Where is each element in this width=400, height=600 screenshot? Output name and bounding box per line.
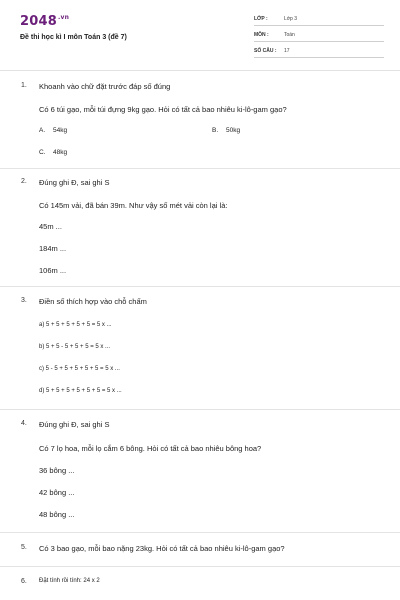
option-label: C.: [39, 149, 46, 156]
meta-key: MÔN :: [254, 32, 269, 38]
meta-value: Toán: [284, 32, 295, 38]
question-divider: [0, 532, 400, 533]
question-number: 1.: [21, 82, 27, 89]
question-divider: [0, 566, 400, 567]
fill-line[interactable]: d) 5 + 5 + 5 + 5 + 5 + 5 = 5 x ...: [39, 388, 122, 394]
answer-line[interactable]: 48 bông ...: [39, 510, 75, 519]
question-divider: [0, 286, 400, 287]
question-text: Có 145m vải, đã bán 39m. Như vậy số mét vải còn lại là:: [39, 201, 228, 210]
meta-value: Lớp 3: [284, 16, 298, 22]
question-heading: Đúng ghi Đ, sai ghi S: [39, 178, 110, 187]
meta-row-count: [254, 44, 384, 58]
answer-line[interactable]: 106m ...: [39, 266, 67, 275]
header-divider: [0, 70, 400, 71]
meta-key: LỚP :: [254, 16, 268, 22]
answer-option-a[interactable]: [39, 127, 67, 134]
answer-option-c[interactable]: [39, 149, 67, 156]
meta-row-subject: [254, 28, 384, 42]
question-number: 5.: [21, 544, 27, 551]
option-text: 50kg: [226, 127, 241, 134]
question-text: Có 7 lọ hoa, mỗi lọ cắm 6 bông. Hỏi có tất cả bao nhiêu bông hoa?: [39, 444, 262, 453]
answer-line[interactable]: 184m ...: [39, 244, 67, 253]
question-number: 2.: [21, 178, 27, 185]
answer-line[interactable]: 45m ...: [39, 222, 62, 231]
question-divider: [0, 168, 400, 169]
fill-line[interactable]: a) 5 + 5 + 5 + 5 + 5 = 5 x ...: [39, 322, 112, 328]
exam-meta: [254, 12, 384, 60]
question-heading: Có 3 bao gạo, mỗi bao nặng 23kg. Hỏi có tất cả bao nhiêu ki-lô-gam gạo?: [39, 544, 285, 553]
question-heading: Khoanh vào chữ đặt trước đáp số đúng: [39, 82, 171, 91]
meta-key: SỐ CÂU :: [254, 48, 277, 54]
meta-row-class: [254, 12, 384, 26]
answer-line[interactable]: 36 bông ...: [39, 466, 75, 475]
fill-line[interactable]: c) 5 - 5 + 5 + 5 + 5 + 5 = 5 x ...: [39, 366, 120, 372]
question-heading: Điền số thích hợp vào chỗ chấm: [39, 297, 147, 306]
meta-value: 17: [284, 48, 290, 54]
option-text: 48kg: [53, 149, 68, 156]
question-heading: Đặt tính rồi tính: 24 x 2: [39, 578, 100, 584]
question-divider: [0, 409, 400, 410]
question-number: 6.: [21, 578, 27, 585]
answer-option-b[interactable]: [212, 127, 240, 134]
fill-line[interactable]: b) 5 + 5 - 5 + 5 + 5 = 5 x ...: [39, 344, 111, 350]
question-number: 3.: [21, 297, 27, 304]
site-logo[interactable]: $2048^{.vn}$: [20, 14, 70, 29]
option-label: A.: [39, 127, 46, 134]
answer-line[interactable]: 42 bông ...: [39, 488, 75, 497]
question-number: 4.: [21, 420, 27, 427]
option-label: B.: [212, 127, 219, 134]
exam-header: [0, 0, 400, 66]
question-text: Có 6 túi gạo, mỗi túi đựng 9kg gạo. Hỏi có tất cả bao nhiêu ki-lô-gam gạo?: [39, 105, 287, 114]
option-text: 54kg: [53, 127, 68, 134]
exam-title: Đề thi học kì I môn Toán 3 (đề 7): [20, 34, 127, 41]
question-heading: Đúng ghi Đ, sai ghi S: [39, 420, 110, 429]
